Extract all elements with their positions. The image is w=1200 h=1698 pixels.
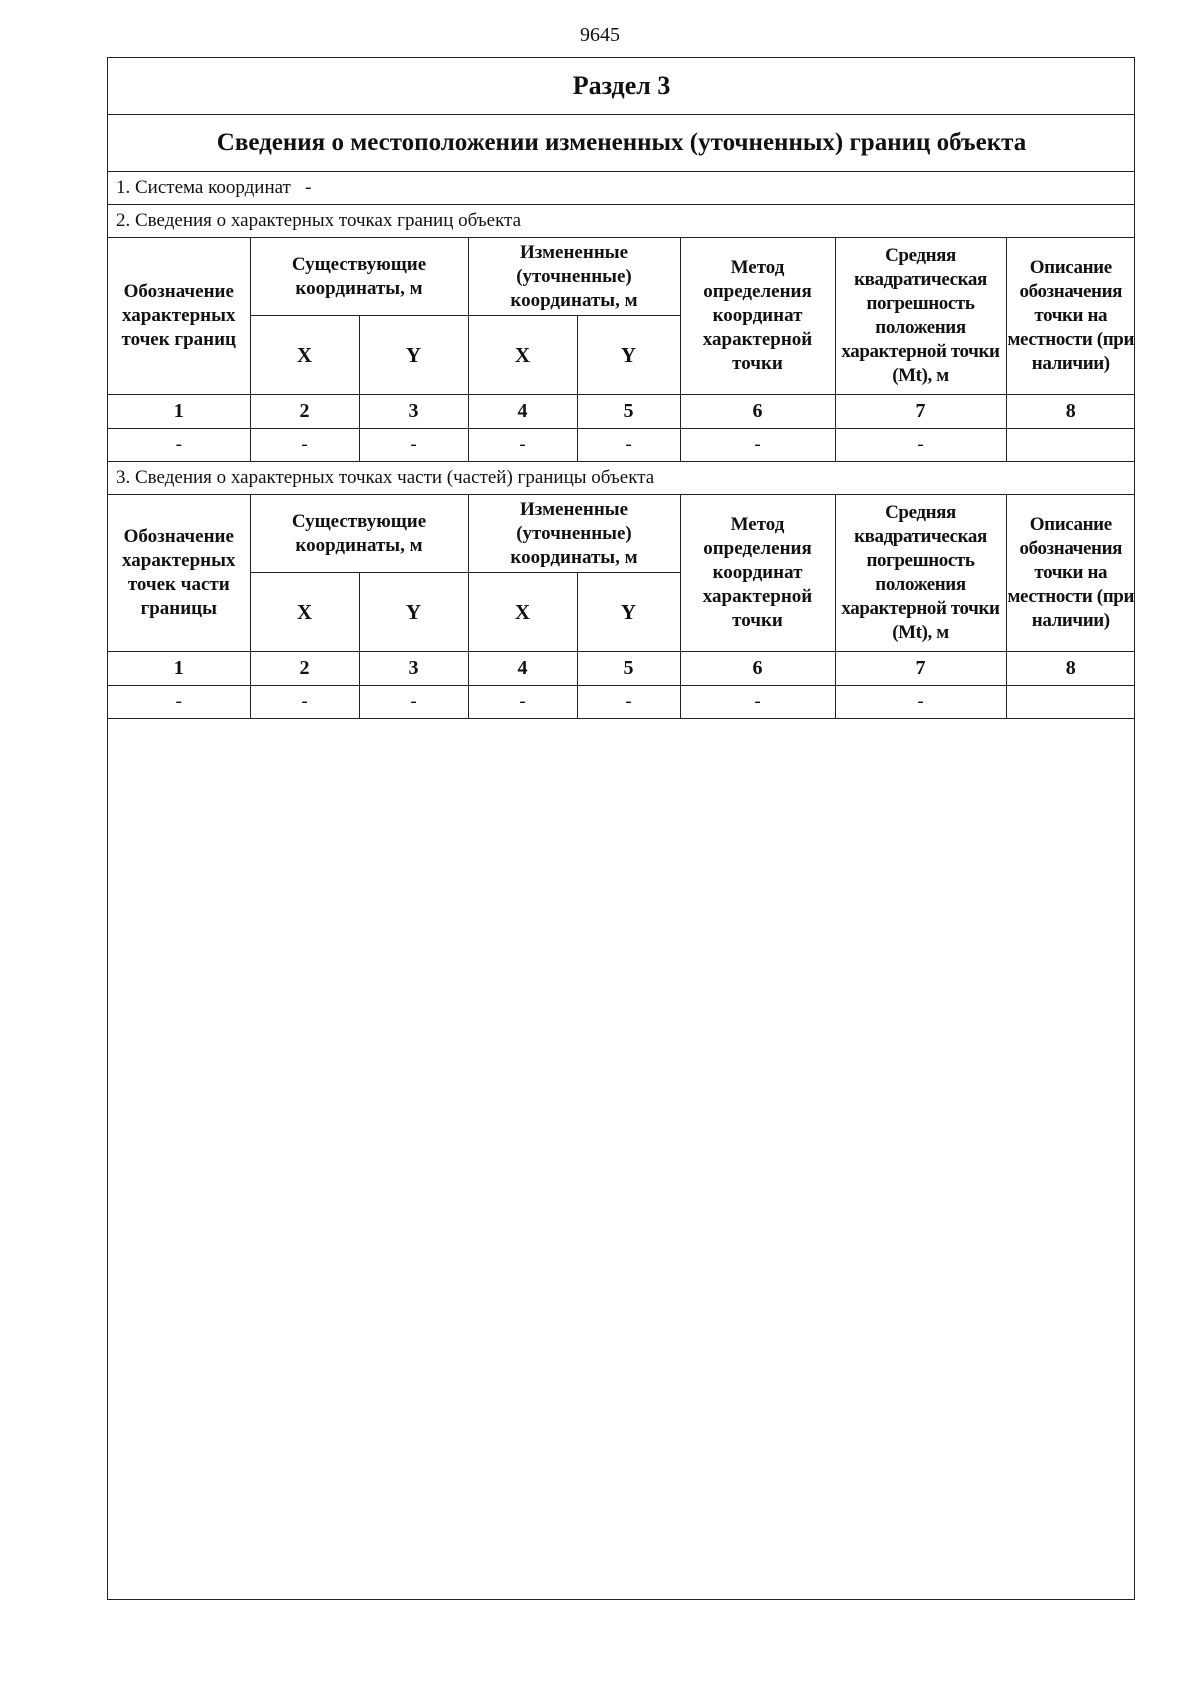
t1-data-cell	[1006, 429, 1135, 462]
t2-col-method: Метод определения координат характерной точки	[680, 495, 835, 652]
coord-system-value: -	[305, 177, 312, 198]
t2-col-error: Средняя квадратическая погрешность положения характерной точки (Mt), м	[835, 495, 1006, 652]
t2-number-row	[108, 652, 1135, 686]
t2-num-cell: 8	[1006, 652, 1135, 686]
t2-data-cell: -	[359, 686, 468, 719]
coord-system-row	[108, 172, 1135, 205]
page-number: 9645	[580, 24, 620, 46]
t1-data-cell: -	[108, 429, 250, 462]
t1-data-cell: -	[250, 429, 359, 462]
t1-data-cell: -	[680, 429, 835, 462]
t1-col-changed: Измененные (уточненные) координаты, м	[468, 238, 680, 316]
t2-num-cell: 1	[108, 652, 250, 686]
t1-num-cell: 3	[359, 395, 468, 429]
t2-data-cell: -	[468, 686, 577, 719]
t1-col-existing: Существующие координаты, м	[250, 238, 468, 316]
table1-title: 2. Сведения о характерных точках границ объекта	[108, 205, 1135, 238]
t2-existing-y: Y	[359, 573, 468, 652]
t1-num-cell: 6	[680, 395, 835, 429]
t1-num-cell: 8	[1006, 395, 1135, 429]
t2-num-cell: 6	[680, 652, 835, 686]
t1-col-error: Средняя квадратическая погрешность положения характерной точки (Mt), м	[835, 238, 1006, 395]
t2-col-existing: Существующие координаты, м	[250, 495, 468, 573]
section-title: Раздел 3	[108, 58, 1135, 115]
t2-changed-y: Y	[577, 573, 680, 652]
t1-existing-y: Y	[359, 316, 468, 395]
t2-existing-x: X	[250, 573, 359, 652]
section-subtitle: Сведения о местоположении измененных (уточненных) границ объекта	[108, 115, 1135, 172]
t1-changed-y: Y	[577, 316, 680, 395]
t1-existing-x: X	[250, 316, 359, 395]
t1-num-cell: 7	[835, 395, 1006, 429]
t1-number-row	[108, 395, 1135, 429]
t2-changed-x: X	[468, 573, 577, 652]
t1-changed-x: X	[468, 316, 577, 395]
t2-data-cell: -	[108, 686, 250, 719]
t1-num-cell: 4	[468, 395, 577, 429]
t1-data-cell: -	[577, 429, 680, 462]
t2-num-cell: 3	[359, 652, 468, 686]
t1-data-cell: -	[835, 429, 1006, 462]
t2-data-cell: -	[577, 686, 680, 719]
t2-col-changed: Измененные (уточненные) координаты, м	[468, 495, 680, 573]
t1-num-cell: 2	[250, 395, 359, 429]
t2-data-cell	[1006, 686, 1135, 719]
form-frame	[107, 57, 1135, 1600]
section-3-table	[108, 58, 1135, 719]
t2-num-cell: 5	[577, 652, 680, 686]
t2-col-designation: Обозначение характерных точек части границы	[108, 495, 250, 652]
t2-col-description: Описание обозначения точки на местности (при наличии)	[1006, 495, 1135, 652]
t1-num-cell: 5	[577, 395, 680, 429]
coord-system-label: 1. Система координат	[116, 177, 291, 198]
t2-data-row	[108, 686, 1135, 719]
table2-title: 3. Сведения о характерных точках части (частей) границы объекта	[108, 462, 1135, 495]
t1-col-method: Метод определения координат характерной точки	[680, 238, 835, 395]
t1-data-cell: -	[359, 429, 468, 462]
t2-num-cell: 7	[835, 652, 1006, 686]
t1-col-designation: Обозначение характерных точек границ	[108, 238, 250, 395]
t1-col-description: Описание обозначения точки на местности (при наличии)	[1006, 238, 1135, 395]
t2-num-cell: 4	[468, 652, 577, 686]
t1-data-row	[108, 429, 1135, 462]
t2-data-cell: -	[835, 686, 1006, 719]
t1-num-cell: 1	[108, 395, 250, 429]
t2-data-cell: -	[680, 686, 835, 719]
t1-data-cell: -	[468, 429, 577, 462]
blank-area	[108, 719, 1134, 1569]
t2-num-cell: 2	[250, 652, 359, 686]
t2-data-cell: -	[250, 686, 359, 719]
